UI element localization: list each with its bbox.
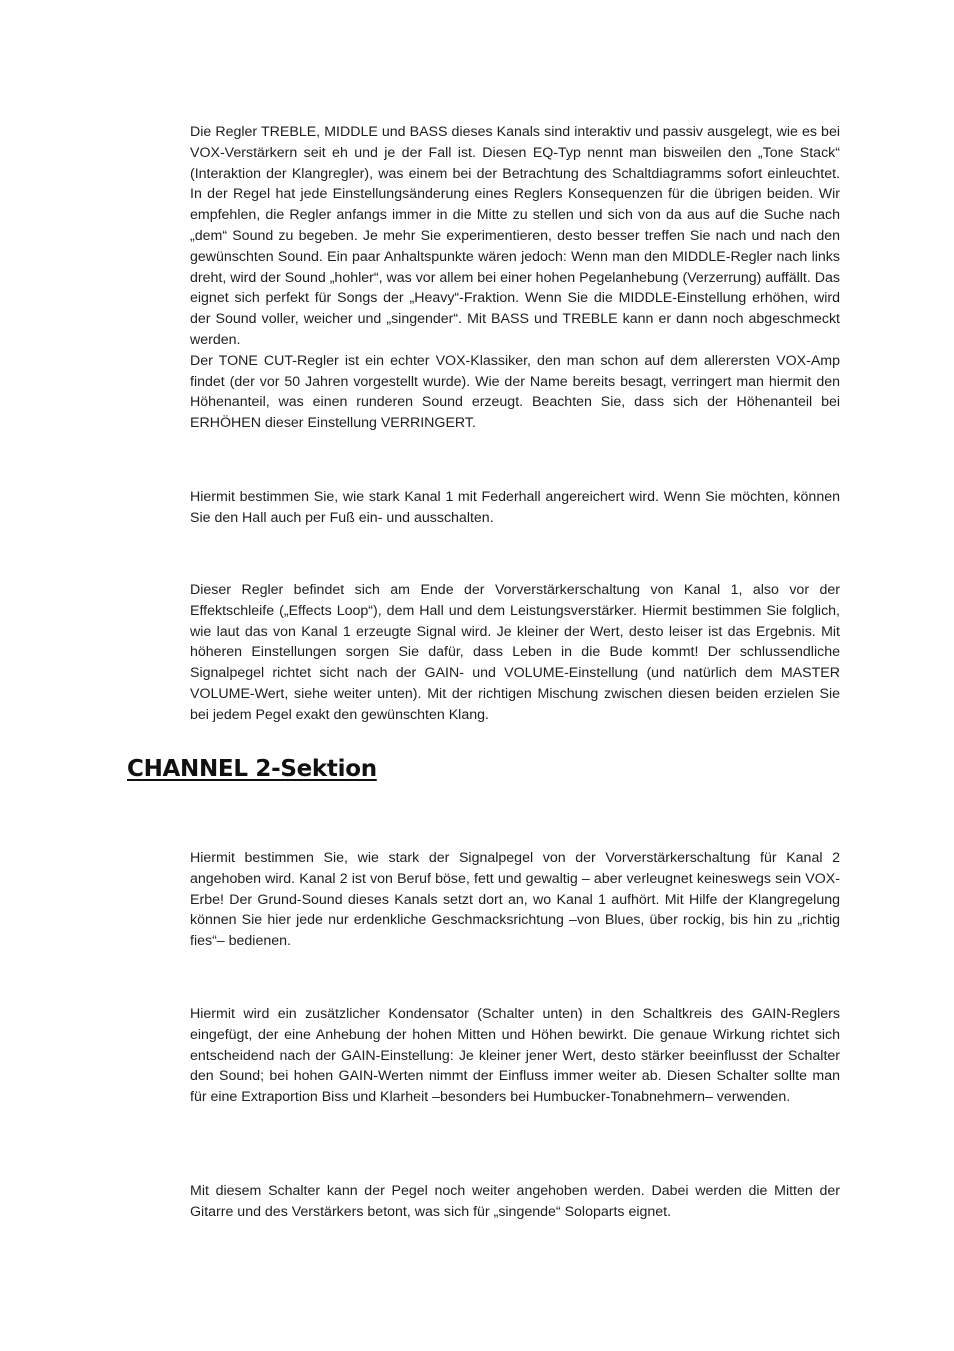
volume-section-text [190,580,840,726]
channel-2-gain-text [190,848,840,952]
eq-description-paragraph: Die Regler TREBLE, MIDDLE und BASS dieses Kanals sind interaktiv und passiv ausgelegt, wie es bei VOX-Verstärkern seit eh und je der Fall ist. Diesen EQ-Typ nennt man bisweilen den „Tone Stack“ (Interaktion der Klangregler), was einem bei der Betrachtung des Schaltdiagramms sofort einleuchtet. In der Regel hat jede Einstellungsänderung eines Reglers Konsequenzen für die übrigen beiden. Wir empfehlen, die Regler anfangs immer in die Mitte zu stellen und sich von da aus auf die Suche nach „dem“ Sound zu begeben. Je mehr Sie experimentieren, desto besser treffen Sie nach und nach den gewünschten Sound. Ein paar Anhaltspunkte wären jedoch: Wenn man den MIDDLE-Regler nach links dreht, wird der Sound „hohler“, was vor allem bei einer hohen Pegelanhebung (Verzerrung) auffällt. Das eignet sich perfekt für Songs der „Heavy“-Fraktion. Wenn Sie die MIDDLE-Einstellung erhöhen, wird der Sound voller, weicher und „singender“. Mit BASS und TREBLE kann er dann noch abgeschmeckt werden. [190,124,840,348]
tone-cut-paragraph: Der TONE CUT-Regler ist ein echter VOX-Klassiker, den man schon auf dem allerersten VOX-Amp findet (der vor 50 Jahren vorgestellt wurde). Wie der Name bereits besagt, verringert man hiermit den Höhenanteil, was einen runderen Sound erzeugt. Beachten Sie, dass sich der Höhenanteil bei ERHÖHEN dieser Einstellung VERRINGERT. [190,352,840,432]
eq-section-text [190,122,840,434]
channel-2-heading: CHANNEL 2-Sektion [127,756,377,782]
reverb-paragraph: Hiermit bestimmen Sie, wie stark Kanal 1 mit Federhall angereichert wird. Wenn Sie möchten, können Sie den Hall auch per Fuß ein- und ausschalten. [190,489,840,526]
channel-2-gain-paragraph: Hiermit bestimmen Sie, wie stark der Signalpegel von der Vorverstärkerschaltung für Kanal 2 angehoben wird. Kanal 2 ist von Beruf böse, fett und gewaltig – aber verleugnet keineswegs sein VOX-Erbe! Der Grund-Sound dieses Kanals setzt dort an, wo Kanal 1 aufhört. Mit Hilfe der Klangregelung können Sie hier jede nur erdenkliche Geschmacksrichtung –von Blues, über rockig, bis hin zu „richtig fies“– bedienen. [190,850,840,950]
bright-switch-paragraph: Hiermit wird ein zusätzlicher Kondensator (Schalter unten) in den Schaltkreis des GAIN-Reglers eingefügt, der eine Anhebung der hohen Mitten und Höhen bewirkt. Die genaue Wirkung richtet sich entscheidend nach der GAIN-Einstellung: Je kleiner jener Wert, desto stärker beeinflusst der Schalter den Sound; bei hohen GAIN-Werten nimmt der Einfluss immer weiter ab. Diesen Schalter sollte man für eine Extraportion Biss und Klarheit –besonders bei Humbucker-Tonabnehmern– verwenden. [190,1006,840,1106]
reverb-section-text [190,487,840,529]
volume-paragraph: Dieser Regler befindet sich am Ende der Vorverstärkerschaltung von Kanal 1, also vor der Effektschleife („Effects Loop“), dem Hall und dem Leistungsverstärker. Hiermit bestimmen Sie folglich, wie laut das von Kanal 1 erzeugte Signal wird. Je kleiner der Wert, desto leiser ist das Ergebnis. Mit höheren Einstellungen sorgen Sie dafür, dass Leben in die Bude kommt! Der schlussendliche Signalpegel richtet sicht nach der GAIN- und VOLUME-Einstellung (und natürlich dem MASTER VOLUME-Wert, siehe weiter unten). Mit der richtigen Mischung zwischen diesen beiden erzielen Sie bei jedem Pegel exakt den gewünschten Klang. [190,582,840,723]
boost-switch-paragraph: Mit diesem Schalter kann der Pegel noch weiter angehoben werden. Dabei werden die Mitten der Gitarre und des Verstärkers betont, was sich für „singende“ Soloparts eignet. [190,1183,840,1220]
boost-switch-text [190,1181,840,1223]
bright-switch-text [190,1004,840,1108]
